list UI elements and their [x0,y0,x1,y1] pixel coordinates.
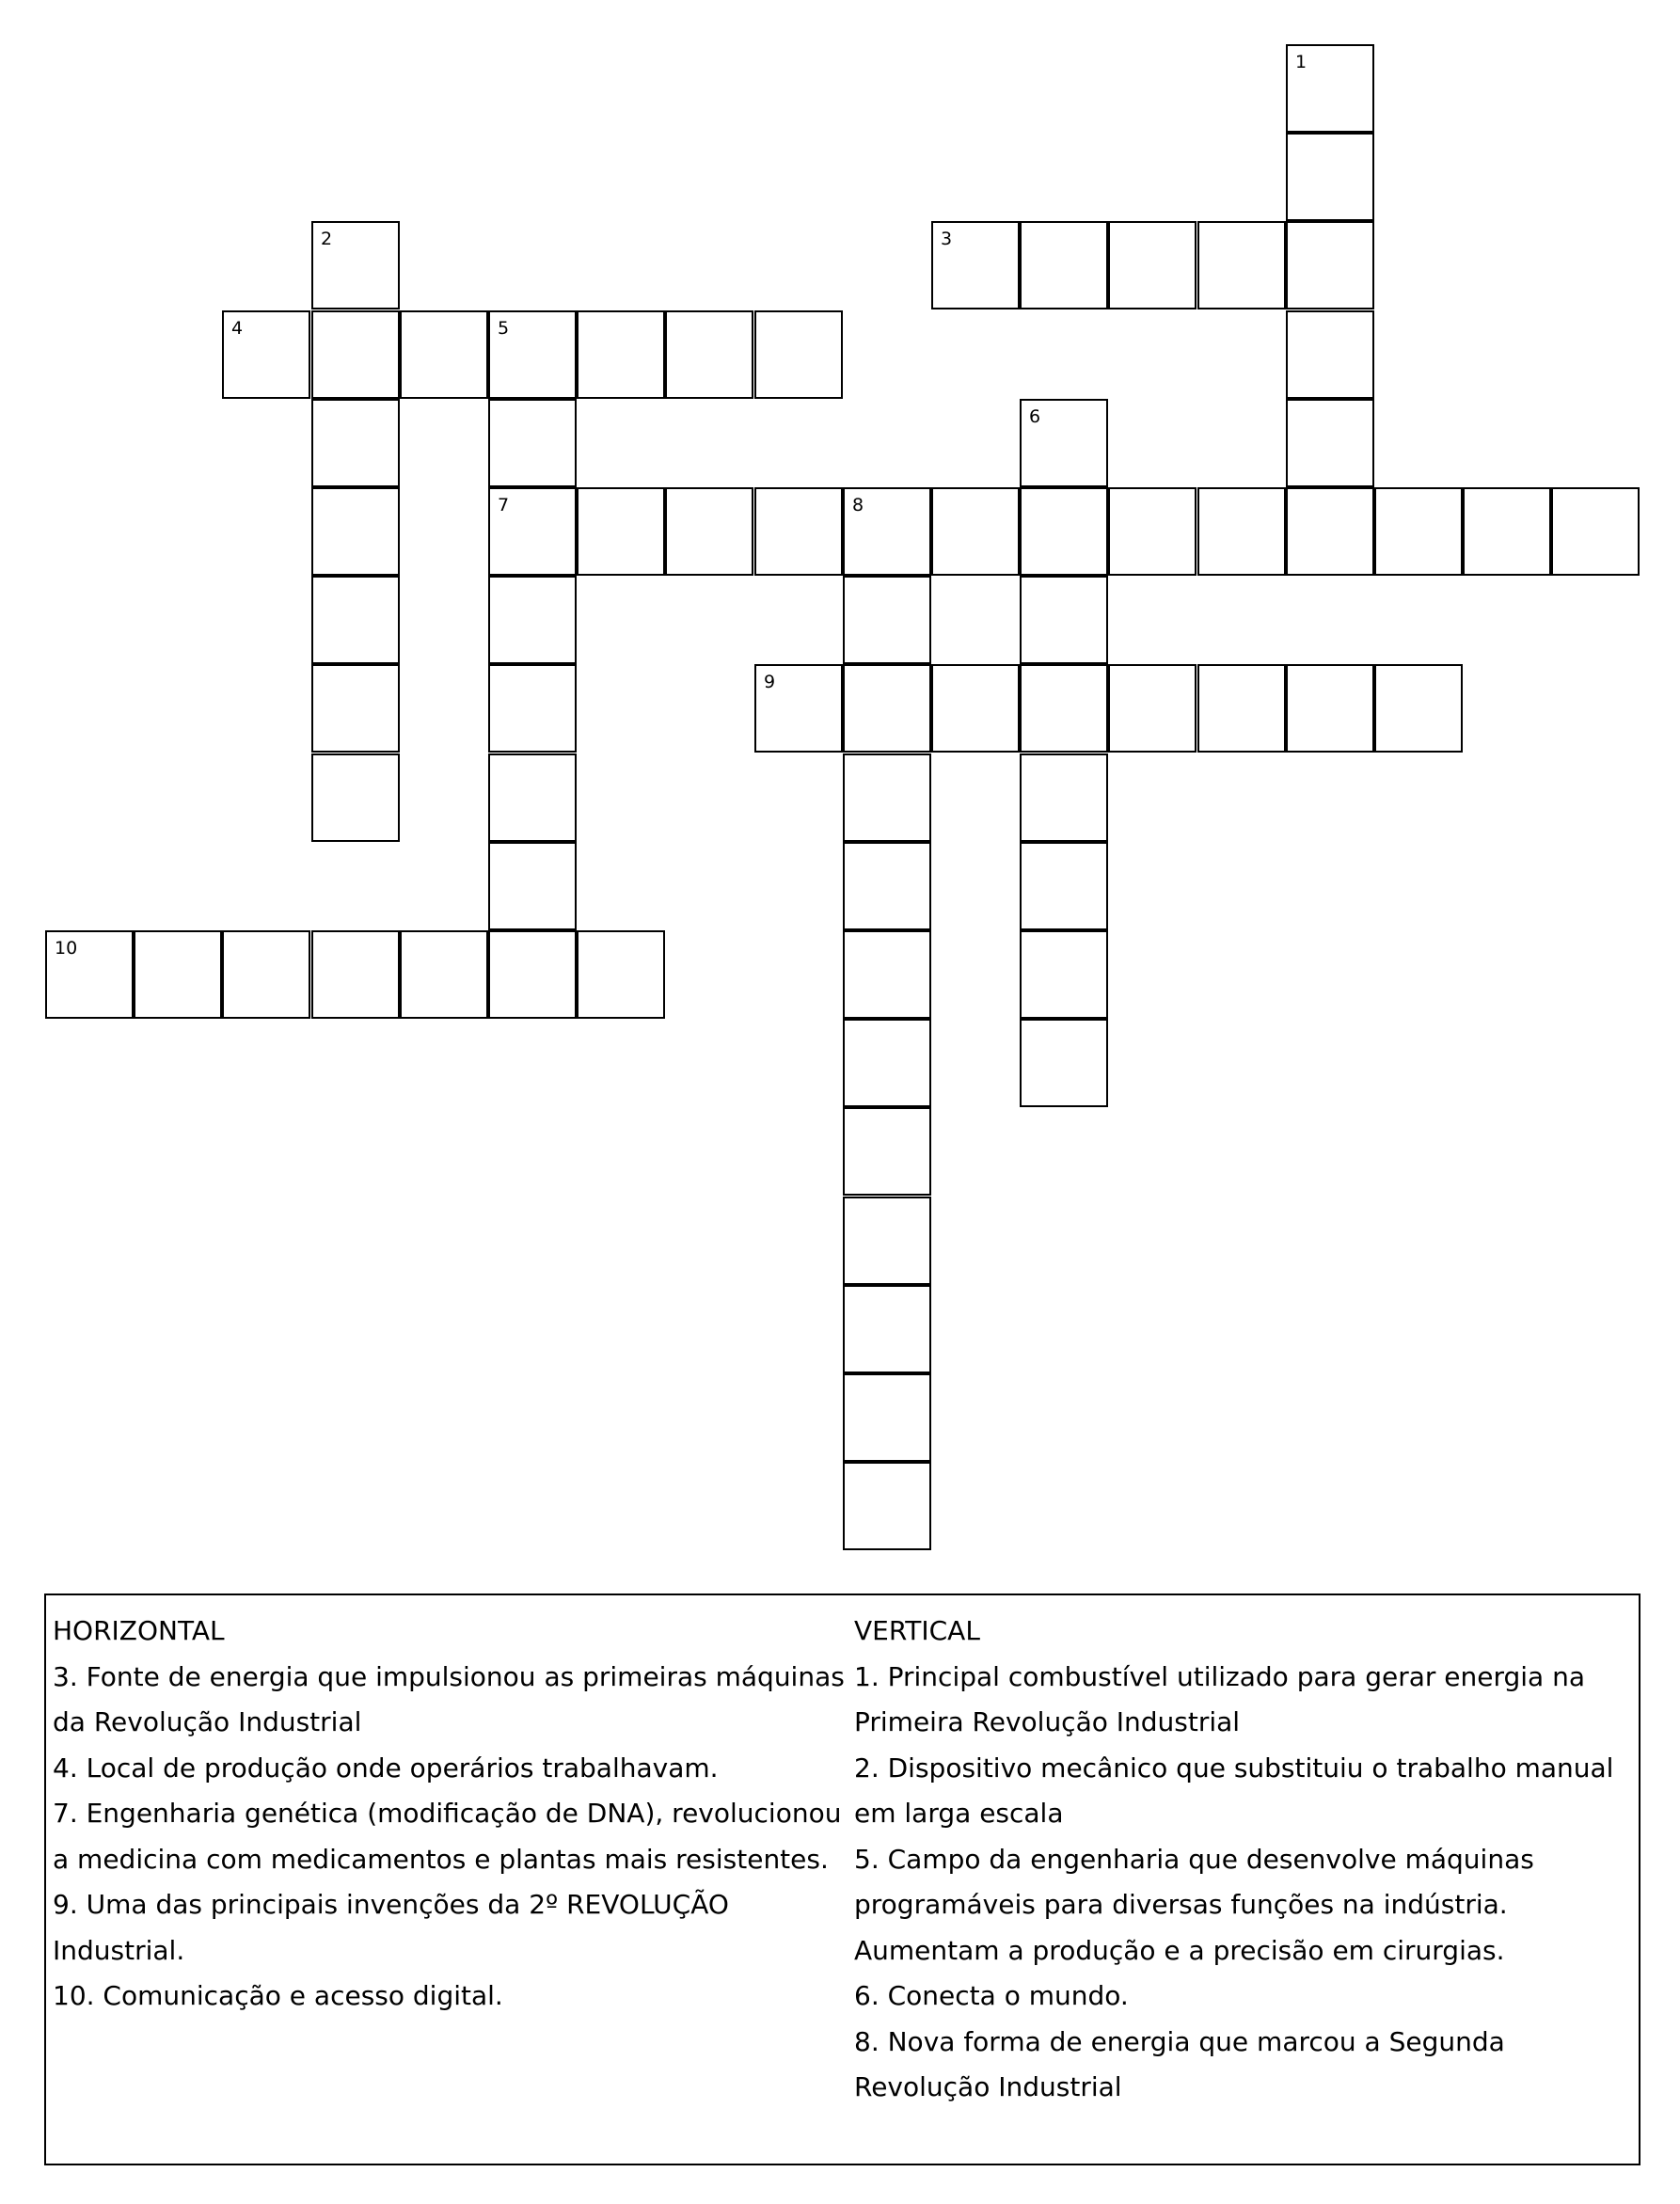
crossword-cell[interactable] [931,664,1020,753]
crossword-cell[interactable] [843,1285,931,1373]
crossword-cell[interactable] [1108,221,1197,309]
crossword-cell[interactable] [1020,664,1108,753]
crossword-cell[interactable] [1020,221,1108,309]
crossword-cell[interactable] [1108,664,1197,753]
crossword-cell[interactable] [843,1197,931,1285]
clue-horizontal-9: 9. Uma das principais invenções da 2º REVOLUÇÃO Industrial. [53,1889,729,1966]
crossword-cell[interactable] [488,399,577,487]
clue-vertical-2: 2. Dispositivo mecânico que substituiu o trabalho manual em larga escala [854,1752,1614,1829]
crossword-cell[interactable] [311,753,400,842]
crossword-cell[interactable] [488,930,577,1019]
crossword-cell[interactable] [1286,399,1374,487]
crossword-cell-4[interactable] [222,310,310,399]
crossword-cell[interactable] [488,753,577,842]
clue-number: 5 [498,318,510,339]
clue-number: 10 [55,938,78,959]
crossword-cell[interactable] [754,310,843,399]
crossword-cell-2[interactable] [311,221,400,309]
crossword-cell[interactable] [577,310,665,399]
crossword-cell[interactable] [843,1019,931,1107]
crossword-cell[interactable] [843,664,931,753]
crossword-cell[interactable] [1020,930,1108,1019]
crossword-cell[interactable] [1020,1019,1108,1107]
crossword-cell[interactable] [488,576,577,664]
crossword-cell[interactable] [1374,487,1463,576]
clue-vertical-6: 6. Conecta o mundo. [854,1980,1129,2011]
crossword-cell[interactable] [1197,664,1286,753]
clue-horizontal-4: 4. Local de produção onde operários trabalhavam. [53,1752,719,1784]
crossword-cell[interactable] [577,930,665,1019]
clues-horizontal [53,1609,848,2020]
clue-horizontal-10: 10. Comunicação e acesso digital. [53,1980,503,2011]
clue-vertical-5: 5. Campo da engenharia que desenvolve máquinas programáveis para diversas funções na indústria. Aumentam a produção e a precisão em cirurgias. [854,1843,1534,1966]
crossword-cell[interactable] [754,487,843,576]
clue-vertical-1: 1. Principal combustível utilizado para gerar energia na Primeira Revolução Industrial [854,1660,1586,1737]
crossword-cell[interactable] [134,930,222,1019]
crossword-cell[interactable] [311,664,400,753]
crossword-cell[interactable] [311,399,400,487]
crossword-cell[interactable] [1286,487,1374,576]
clue-vertical-8: 8. Nova forma de energia que marcou a Segunda Revolução Industrial [854,2025,1505,2102]
crossword-cell[interactable] [488,842,577,930]
clue-number: 3 [941,229,953,249]
clue-horizontal-3: 3. Fonte de energia que impulsionou as primeiras máquinas da Revolução Industrial [53,1660,845,1737]
crossword-cell[interactable] [400,930,488,1019]
crossword-cell[interactable] [311,310,400,399]
crossword-cell[interactable] [1197,221,1286,309]
crossword-cell[interactable] [577,487,665,576]
crossword-cell[interactable] [1286,133,1374,221]
crossword-cell[interactable] [1551,487,1640,576]
crossword-cell[interactable] [400,310,488,399]
crossword-cell[interactable] [1463,487,1551,576]
crossword-cell-3[interactable] [931,221,1020,309]
crossword-cell-9[interactable] [754,664,843,753]
crossword-cell[interactable] [665,310,753,399]
crossword-cell[interactable] [1286,221,1374,309]
crossword-cell[interactable] [843,576,931,664]
crossword-cell[interactable] [665,487,753,576]
crossword-cell[interactable] [311,930,400,1019]
crossword-cell[interactable] [1108,487,1197,576]
clues-horizontal-heading: HORIZONTAL [53,1615,225,1646]
crossword-cell[interactable] [1020,576,1108,664]
crossword-cell[interactable] [1020,842,1108,930]
clues-vertical [854,1609,1635,2111]
clue-number: 4 [231,318,244,339]
crossword-cell[interactable] [311,487,400,576]
clue-number: 6 [1029,406,1041,427]
crossword-cell[interactable] [1197,487,1286,576]
clues-vertical-heading: VERTICAL [854,1615,980,1646]
crossword-cell[interactable] [1286,664,1374,753]
crossword-cell[interactable] [843,1462,931,1550]
crossword-cell-7[interactable] [488,487,577,576]
clue-horizontal-7: 7. Engenharia genética (modificação de DNA), revolucionou a medicina com medicamentos e plantas mais resistentes. [53,1798,842,1875]
crossword-cell[interactable] [843,930,931,1019]
crossword-cell[interactable] [311,576,400,664]
clue-number: 1 [1295,52,1308,72]
crossword-cell[interactable] [843,1373,931,1462]
clue-number: 7 [498,495,510,515]
crossword-cell[interactable] [1374,664,1463,753]
clues-box [44,1594,1640,2165]
crossword-cell-1[interactable] [1286,44,1374,133]
crossword-cell-5[interactable] [488,310,577,399]
crossword-cell[interactable] [1020,487,1108,576]
crossword-cell[interactable] [843,1107,931,1196]
crossword-cell[interactable] [222,930,310,1019]
crossword-cell[interactable] [843,753,931,842]
crossword-cell[interactable] [1286,310,1374,399]
crossword-cell-6[interactable] [1020,399,1108,487]
crossword-cell[interactable] [843,842,931,930]
clue-number: 9 [764,672,776,692]
clue-number: 8 [852,495,864,515]
crossword-cell[interactable] [931,487,1020,576]
crossword-cell-8[interactable] [843,487,931,576]
crossword-cell-10[interactable] [45,930,134,1019]
crossword-cell[interactable] [1020,753,1108,842]
crossword-cell[interactable] [488,664,577,753]
clue-number: 2 [321,229,333,249]
